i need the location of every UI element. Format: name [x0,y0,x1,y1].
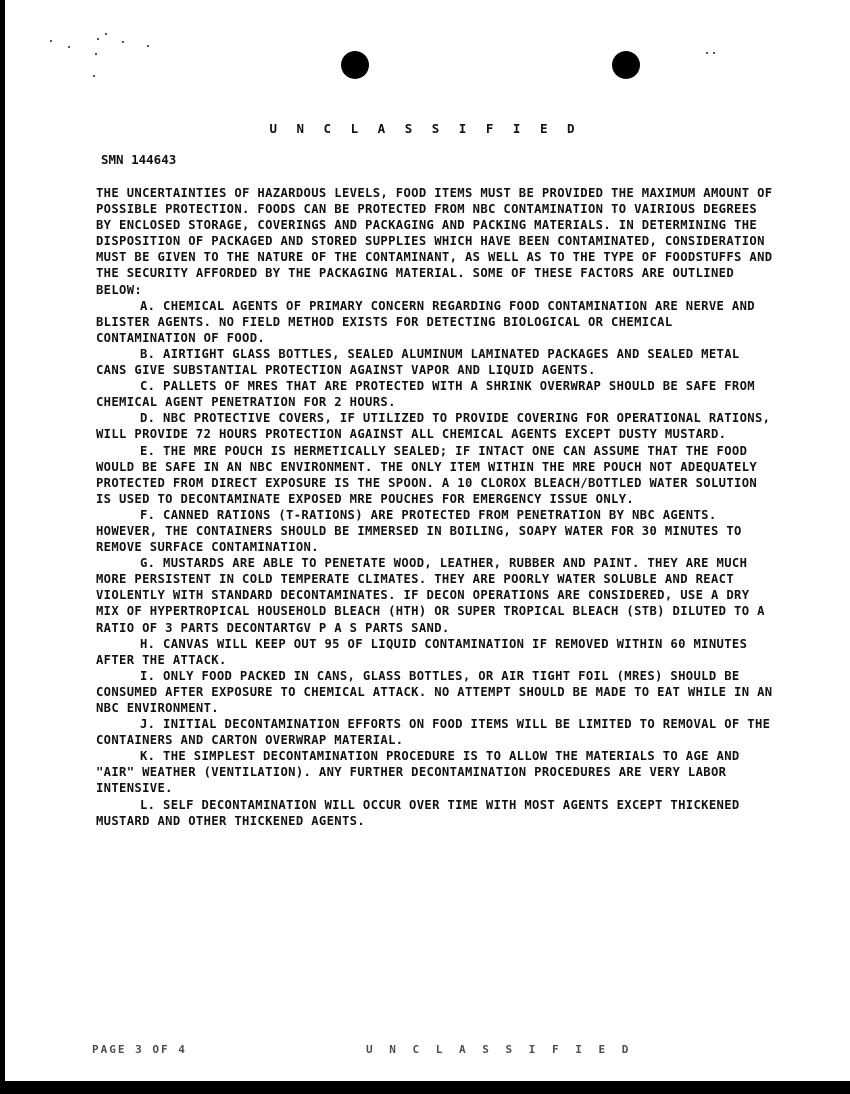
list-item: G. MUSTARDS ARE ABLE TO PENETATE WOOD, LEATHER, RUBBER AND PAINT. THEY ARE MUCH MORE PERSISTENT IN COLD TEMPERATE CLIMATES. THEY ARE POORLY WATER SOLUBLE AND REACT VIOLENTLY WITH STANDARD DECONTAMINATES. IF DECON OPERATIONS ARE CONSIDERED, USE A DRY MIX OF HYPERTROPICAL HOUSEHOLD BLEACH (HTH) OR SUPER TROPICAL BLEACH (STB) DILUTED TO A RATIO OF 3 PARTS DECONTARTGV P A S PARTS SAND. [96,556,765,635]
list-item: D. NBC PROTECTIVE COVERS, IF UTILIZED TO PROVIDE COVERING FOR OPERATIONAL RATIONS, WILL PROVIDE 72 HOURS PROTECTION AGAINST ALL CHEMICAL AGENTS EXCEPT DUSTY MUSTARD. [96,411,771,442]
list-item: K. THE SIMPLEST DECONTAMINATION PROCEDURE IS TO ALLOW THE MATERIALS TO AGE AND "AIR" WEATHER (VENTILATION). ANY FURTHER DECONTAMINATION PROCEDURES ARE VERY LABOR INTENSIVE. [96,749,740,796]
classification-header: U N C L A S S I F I E D [269,121,581,136]
list-item: J. INITIAL DECONTAMINATION EFFORTS ON FOOD ITEMS WILL BE LIMITED TO REMOVAL OF THE CONTAINERS AND CARTON OVERWRAP MATERIAL. [96,717,771,748]
list-item: C. PALLETS OF MRES THAT ARE PROTECTED WITH A SHRINK OVERWRAP SHOULD BE SAFE FROM CHEMICAL AGENT PENETRATION FOR 2 HOURS. [96,379,755,410]
page-number: PAGE 3 OF 4 [92,1043,187,1056]
scan-speck [50,40,52,42]
document-id: SMN 144643 [101,152,177,167]
scan-speck [147,45,149,47]
intro-paragraph: THE UNCERTAINTIES OF HAZARDOUS LEVELS, FOOD ITEMS MUST BE PROVIDED THE MAXIMUM AMOUNT OF POSSIBLE PROTECTION. FOODS CAN BE PROTECTED FROM NBC CONTAMINATION TO VAIRIOUS DEGREES BY ENCLOSED STORAGE, COVERINGS AND PACKAGING AND PACKING MATERIALS. IN DETERMINING THE DISPOSITION OF PACKAGED AND STORED SUPPLIES WHICH HAVE BEEN CONTAMINATED, CONSIDERATION MUST BE GIVEN TO THE NATURE OF THE CONTAMINANT, AS WELL AS TO THE TYPE OF FOODSTUFFS AND THE SECURITY AFFORDED BY THE PACKAGING MATERIAL. SOME OF THESE FACTORS ARE OUTLINED BELOW: [96,186,773,297]
classification-footer: U N C L A S S I F I E D [366,1043,634,1056]
scan-speck [706,52,708,54]
scan-speck [68,46,70,48]
scan-speck [97,38,99,40]
document-body [96,185,776,829]
list-item: A. CHEMICAL AGENTS OF PRIMARY CONCERN REGARDING FOOD CONTAMINATION ARE NERVE AND BLISTER AGENTS. NO FIELD METHOD EXISTS FOR DETECTING BIOLOGICAL OR CHEMICAL CONTAMINATION OF FOOD. [96,298,755,345]
scan-speck [122,41,124,43]
list-item: L. SELF DECONTAMINATION WILL OCCUR OVER TIME WITH MOST AGENTS EXCEPT THICKENED MUSTARD AND OTHER THICKENED AGENTS. [96,797,740,828]
list-item: E. THE MRE POUCH IS HERMETICALLY SEALED; IF INTACT ONE CAN ASSUME THAT THE FOOD WOULD BE SAFE IN AN NBC ENVIRONMENT. THE ONLY ITEM WITHIN THE MRE POUCH NOT ADEQUATELY PROTECTED FROM DIRECT EXPOSURE IS THE SPOON. A 10 CLOROX BLEACH/BOTTLED WATER SOLUTION IS USED TO DECONTAMINATE EXPOSED MRE POUCHES FOR EMERGENCY ISSUE ONLY. [96,443,758,506]
binder-hole-left [341,51,369,79]
list-item: I. ONLY FOOD PACKED IN CANS, GLASS BOTTLES, OR AIR TIGHT FOIL (MRES) SHOULD BE CONSUMED AFTER EXPOSURE TO CHEMICAL ATTACK. NO ATTEMPT SHOULD BE MADE TO EAT WHILE IN AN NBC ENVIRONMENT. [96,668,773,715]
scan-speck [713,52,715,54]
scan-speck [93,75,95,77]
scan-speck [95,53,97,55]
binder-hole-right [612,51,640,79]
list-item: F. CANNED RATIONS (T-RATIONS) ARE PROTECTED FROM PENETRATION BY NBC AGENTS. HOWEVER, THE CONTAINERS SHOULD BE IMMERSED IN BOILING, SOAPY WATER FOR 30 MINUTES TO REMOVE SURFACE CONTAMINATION. [96,507,742,555]
list-item: B. AIRTIGHT GLASS BOTTLES, SEALED ALUMINUM LAMINATED PACKAGES AND SEALED METAL CANS GIVE SUBSTANTIAL PROTECTION AGAINST VAPOR AND LIQUID AGENTS. [96,346,740,378]
list-item: H. CANVAS WILL KEEP OUT 95 OF LIQUID CONTAMINATION IF REMOVED WITHIN 60 MINUTES AFTER THE ATTACK. [96,636,748,667]
scan-speck [105,33,107,35]
scan-left-edge [0,0,5,1094]
scan-bottom-edge [0,1081,850,1094]
